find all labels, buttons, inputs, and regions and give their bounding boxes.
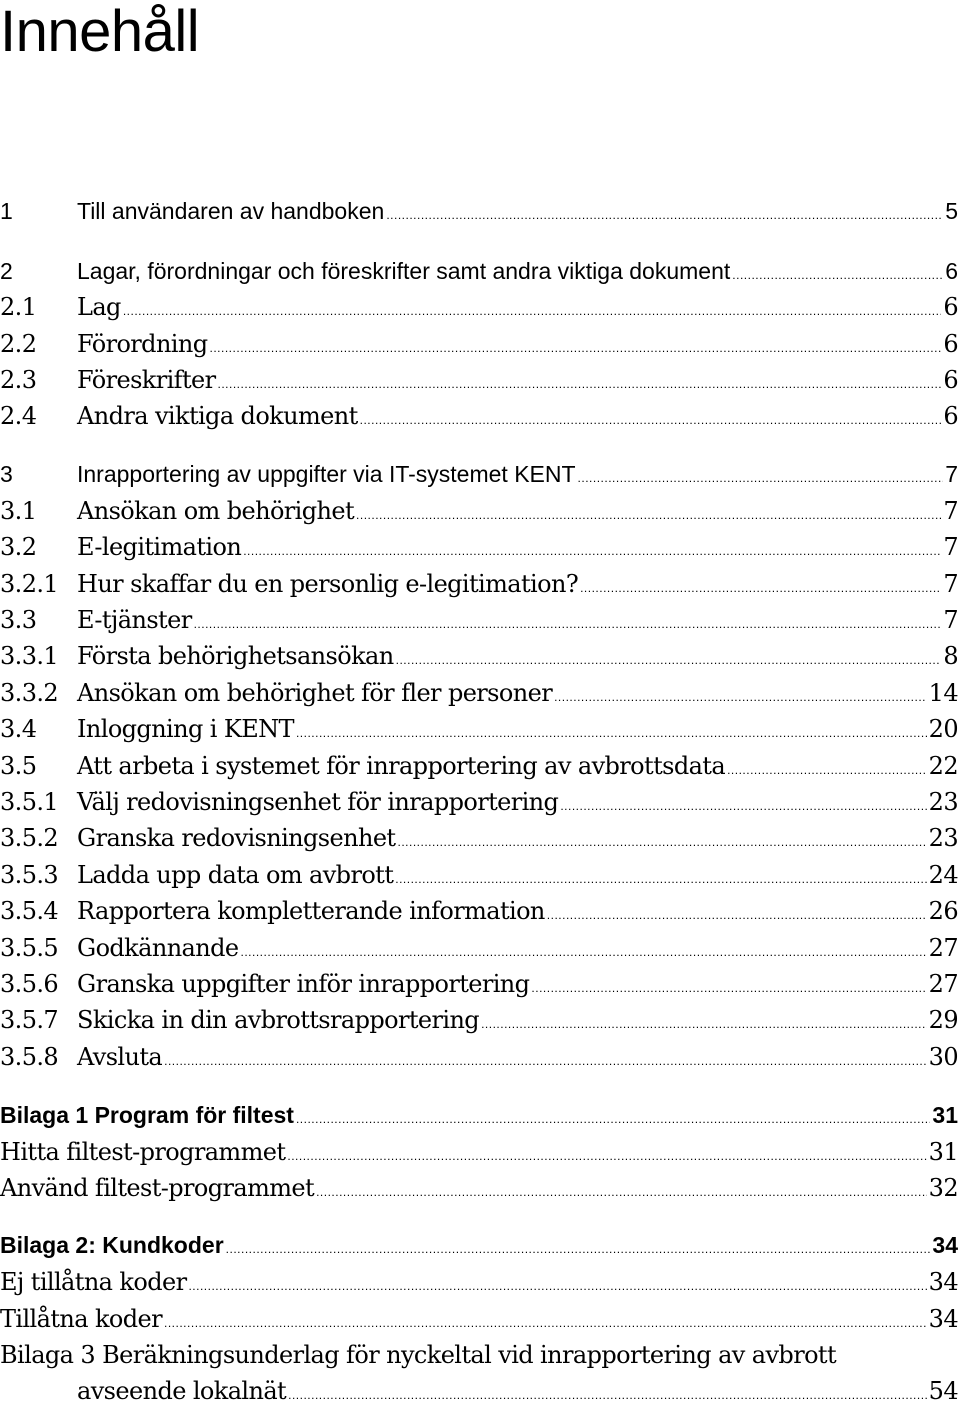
- toc-entry-number: 3.4: [0, 715, 37, 743]
- dot-leader: [547, 908, 927, 922]
- toc-entry-ej-tillatna-koder[interactable]: [0, 1268, 960, 1304]
- dot-leader: [578, 471, 944, 485]
- toc-entry-title: Hitta filtest-programmet: [0, 1138, 286, 1166]
- dot-leader: [240, 945, 926, 959]
- toc-entry-title: Rapportera kompletterande information: [77, 897, 545, 925]
- toc-entry-title: Lagar, förordningar och föreskrifter samt andra viktiga dokument: [77, 258, 731, 284]
- toc-entry-2-4[interactable]: [0, 402, 960, 438]
- toc-entry-number: 3.5.8: [0, 1043, 59, 1071]
- toc-entry-3-5-5[interactable]: [0, 934, 960, 970]
- dot-leader: [396, 653, 942, 667]
- toc-entry-3-5-2[interactable]: [0, 824, 960, 860]
- dot-leader: [395, 872, 926, 886]
- toc-page-number: 6: [943, 402, 958, 430]
- dot-leader: [316, 1185, 927, 1199]
- dot-leader: [226, 1242, 931, 1256]
- toc-entry-title: E-legitimation: [77, 533, 242, 561]
- dot-leader: [123, 304, 942, 318]
- toc-entry-number: 3.3: [0, 606, 37, 634]
- toc-entry-3-2-1[interactable]: [0, 570, 960, 606]
- dot-leader: [188, 1279, 926, 1293]
- toc-page-number: 54: [928, 1377, 958, 1405]
- toc-entry-title: Avsluta: [77, 1043, 163, 1071]
- toc-entry-2-1[interactable]: [0, 293, 960, 329]
- toc-entry-number: 3.5.7: [0, 1006, 59, 1034]
- toc-entry-tillatna-koder[interactable]: [0, 1305, 960, 1341]
- toc-entry-1[interactable]: [0, 198, 960, 234]
- toc-entry-3-5-4[interactable]: [0, 897, 960, 933]
- toc-page-number: 6: [945, 258, 958, 284]
- toc-page-number: 34: [928, 1268, 958, 1296]
- dot-leader: [288, 1388, 927, 1402]
- toc-entry-title: Första behörighetsansökan: [77, 642, 394, 670]
- toc-page-number: 7: [943, 497, 958, 525]
- toc-entry-2-2[interactable]: [0, 330, 960, 366]
- toc-page-number: 32: [928, 1174, 958, 1202]
- toc-entry-number: 3.1: [0, 497, 37, 525]
- toc-entry-title: Ej tillåtna koder: [0, 1268, 187, 1296]
- dot-leader: [732, 268, 943, 282]
- toc-page-number: 29: [928, 1006, 958, 1034]
- toc-entry-bilaga-3-continued[interactable]: [0, 1377, 960, 1413]
- toc-page-number: 5: [945, 198, 958, 224]
- toc-page-number: 14: [928, 679, 958, 707]
- toc-entry-title: Ansökan om behörighet för fler personer: [77, 679, 553, 707]
- dot-leader: [296, 1112, 930, 1126]
- toc-page-number: 23: [928, 788, 958, 816]
- toc-entry-3-5-8[interactable]: [0, 1043, 960, 1079]
- dot-leader: [194, 617, 942, 631]
- dot-leader: [727, 763, 927, 777]
- toc-entry-3-2[interactable]: [0, 533, 960, 569]
- dot-leader: [397, 835, 926, 849]
- toc-entry-number: 3.5.3: [0, 861, 59, 889]
- dot-leader: [386, 208, 943, 222]
- toc-entry-number: 2.1: [0, 293, 37, 321]
- dot-leader: [217, 377, 941, 391]
- toc-page-number: 24: [928, 861, 958, 889]
- dot-leader: [164, 1054, 927, 1068]
- toc-entry-bilaga-1[interactable]: [0, 1102, 960, 1138]
- dot-leader: [554, 690, 927, 704]
- toc-entry-2[interactable]: [0, 258, 960, 294]
- toc-entry-title: Förordning: [77, 330, 208, 358]
- toc-entry-title: Tillåtna koder: [0, 1305, 163, 1333]
- toc-page-number: 30: [928, 1043, 958, 1071]
- toc-page-number: 6: [943, 330, 958, 358]
- dot-leader: [560, 799, 926, 813]
- toc-entry-hitta-filtest[interactable]: [0, 1138, 960, 1174]
- toc-entry-number: 3.5.6: [0, 970, 59, 998]
- toc-entry-number: 3.5.1: [0, 788, 59, 816]
- toc-entry-title: Till användaren av handboken: [77, 198, 385, 224]
- dot-leader: [580, 581, 941, 595]
- toc-entry-title: Välj redovisningsenhet för inrapportering: [77, 788, 559, 816]
- toc-entry-3-5-7[interactable]: [0, 1006, 960, 1042]
- toc-entry-title: Hur skaffar du en personlig e-legitimation?: [77, 570, 579, 598]
- toc-page-number: 7: [943, 606, 958, 634]
- toc-page-number: 6: [943, 293, 958, 321]
- toc-page-number: 7: [945, 461, 958, 487]
- toc-page-number: 6: [943, 366, 958, 394]
- toc-page-number: 7: [943, 533, 958, 561]
- dot-leader: [296, 726, 927, 740]
- toc-entry-title: Andra viktiga dokument: [77, 402, 358, 430]
- toc-entry-number: 3.5.5: [0, 934, 59, 962]
- page-title: Innehåll: [0, 0, 200, 64]
- dot-leader: [164, 1316, 927, 1330]
- toc-entry-3-5-3[interactable]: [0, 861, 960, 897]
- toc-entry-number: 3.3.2: [0, 679, 59, 707]
- toc-entry-title: Inrapportering av uppgifter via IT-systemet KENT: [77, 461, 576, 487]
- toc-page-number: 34: [932, 1232, 958, 1258]
- toc-entry-number: 3: [0, 461, 13, 487]
- toc-page-number: 20: [928, 715, 958, 743]
- toc-entry-number: 2.2: [0, 330, 37, 358]
- toc-page-number: 27: [928, 970, 958, 998]
- toc-page-number: 31: [928, 1138, 958, 1166]
- toc-page-number: 27: [928, 934, 958, 962]
- toc-entry-title: Lag: [77, 293, 121, 321]
- toc-entry-title: Granska uppgifter inför inrapportering: [77, 970, 530, 998]
- dot-leader: [531, 981, 926, 995]
- toc-entry-3-3-2[interactable]: [0, 679, 960, 715]
- toc-entry-3-5-6[interactable]: [0, 970, 960, 1006]
- toc-entry-number: 3.5.2: [0, 824, 59, 852]
- dot-leader: [210, 341, 942, 355]
- toc-entry-number: 3.5.4: [0, 897, 59, 925]
- toc-entry-number: 3.5: [0, 752, 37, 780]
- toc-entry-anvand-filtest[interactable]: [0, 1174, 960, 1210]
- dot-leader: [360, 413, 942, 427]
- toc-entry-number: 3.3.1: [0, 642, 59, 670]
- toc-entry-bilaga-2[interactable]: [0, 1232, 960, 1268]
- dot-leader: [481, 1017, 927, 1031]
- toc-entry-title: Föreskrifter: [77, 366, 216, 394]
- toc-entry-3-1[interactable]: [0, 497, 960, 533]
- toc-page-number: 34: [928, 1305, 958, 1333]
- dot-leader: [287, 1149, 926, 1163]
- toc-entry-number: 3.2.1: [0, 570, 59, 598]
- toc-entry-3-5-1[interactable]: [0, 788, 960, 824]
- toc-entry-title: Godkännande: [77, 934, 239, 962]
- toc-entry-3-4[interactable]: [0, 715, 960, 751]
- toc-page-number: 8: [943, 642, 958, 670]
- toc-entry-title: Att arbeta i systemet för inrapportering av avbrottsdata: [77, 752, 726, 780]
- toc-entry-number: 2.4: [0, 402, 37, 430]
- toc-page-number: 7: [943, 570, 958, 598]
- toc-entry-title: Bilaga 2: Kundkoder: [0, 1232, 224, 1258]
- toc-entry-number: 3.2: [0, 533, 37, 561]
- toc-entry-3-3[interactable]: [0, 606, 960, 642]
- toc-entry-3-3-1[interactable]: [0, 642, 960, 678]
- toc-page-number: 31: [932, 1102, 958, 1128]
- toc-entry-number: 2.3: [0, 366, 37, 394]
- toc-entry-title: Skicka in din avbrottsrapportering: [77, 1006, 480, 1034]
- toc-entry-title: E-tjänster: [77, 606, 192, 634]
- toc-entry-number: 1: [0, 198, 13, 224]
- toc-page-number: 26: [928, 897, 958, 925]
- toc-entry-3-5[interactable]: [0, 752, 960, 788]
- toc-entry-title: Granska redovisningsenhet: [77, 824, 396, 852]
- dot-leader: [243, 544, 941, 558]
- toc-entry-title: avseende lokalnät: [77, 1377, 287, 1405]
- dot-leader: [356, 508, 941, 522]
- toc-entry-number: 2: [0, 258, 13, 284]
- toc-entry-3[interactable]: [0, 461, 960, 497]
- toc-entry-title: Använd filtest-programmet: [0, 1174, 315, 1202]
- toc-entry-title: Inloggning i KENT: [77, 715, 294, 743]
- toc-entry-title: Ansökan om behörighet: [77, 497, 355, 525]
- toc-entry-title: Bilaga 1 Program för filtest: [0, 1102, 294, 1128]
- toc-page-number: 23: [928, 824, 958, 852]
- toc-page-number: 22: [928, 752, 958, 780]
- toc-entry-2-3[interactable]: [0, 366, 960, 402]
- toc-entry-bilaga-3[interactable]: Bilaga 3 Beräkningsunderlag för nyckeltal vid inrapportering av avbrott: [0, 1341, 837, 1369]
- toc-entry-title: Ladda upp data om avbrott: [77, 861, 394, 889]
